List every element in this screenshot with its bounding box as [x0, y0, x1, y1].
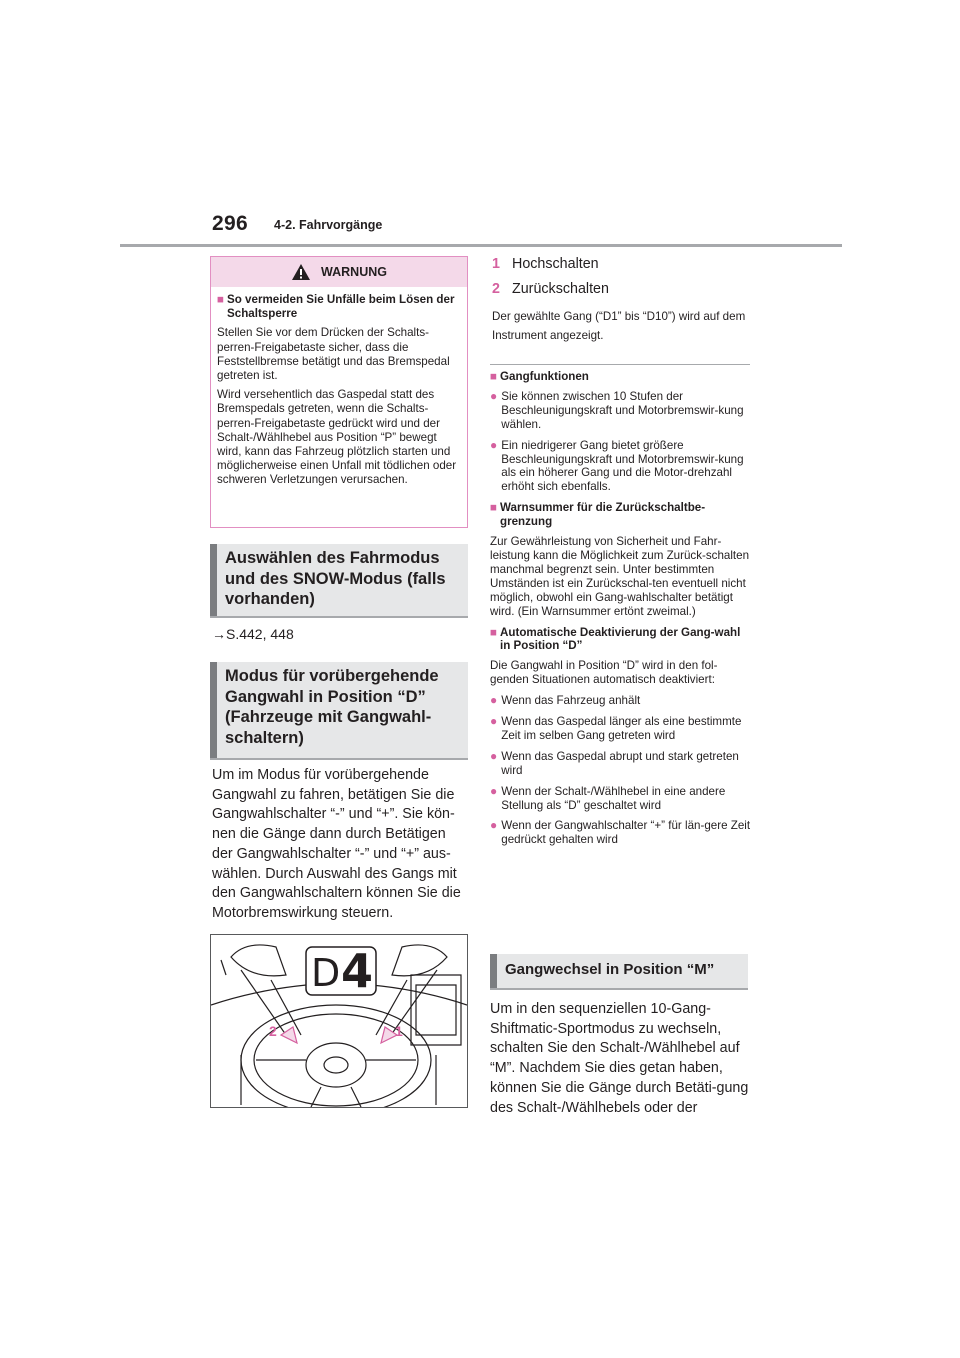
warning-paragraph: Stellen Sie vor dem Drücken der Schalts-perren-Freigabetaste sicher, dass die Feststellbremse betätigt und das Bremspedal getreten ist. [217, 326, 450, 383]
warning-title: WARNUNG [321, 265, 387, 279]
circle-bullet-icon: ● [490, 783, 498, 798]
circle-bullet-icon: ● [490, 388, 498, 403]
list-item [490, 819, 752, 847]
page-reference-link[interactable]: →S.442, 448 [212, 626, 294, 642]
list-item [490, 715, 752, 743]
warning-triangle-icon [291, 263, 311, 281]
circle-bullet-icon: ● [490, 748, 498, 763]
paragraph-position-m: Um in den sequenziellen 10-Gang-Shiftmatic-Sportmodus zu wechseln, schalten Sie den Schalt-/Wählhebel auf “M”. Nachdem Sie dies getan haben, können Sie die Gänge durch Betäti-gung des Schalt-/Wählhebels oder der [490, 1001, 749, 1116]
item-number: 1 [492, 256, 500, 272]
steering-wheel-figure [210, 934, 468, 1108]
gear-display-note: Der gewählte Gang (“D1” bis “D10”) wird auf dem Instrument angezeigt. [492, 310, 746, 342]
warning-paragraph: Wird versehentlich das Gaspedal statt des Bremspedals getreten, wenn die Schalts-perren-Freigabetaste gedrückt wird und der Schalt-/Wählhebel aus Position “P” bewegt wird, kann das Fahrzeug plötzlich starten und möglicherweise einen Unfall mit tödlichen oder schweren Verletzungen verursachen. [217, 388, 457, 487]
list-item [490, 785, 752, 813]
warning-subtitle: So vermeiden Sie Unfälle beim Lösen der Schaltsperre [227, 293, 455, 321]
warnsummer-title: Warnsummer für die Zurückschaltbe-grenzung [500, 501, 706, 529]
heading-modus-d: Modus für vorübergehende Gangwahl in Position “D” (Fahrzeuge mit Gangwahl-schaltern) [210, 662, 468, 758]
item-label: Zurückschalten [512, 281, 609, 297]
bullet-text: Wenn der Schalt-/Wählhebel in eine andere Stellung als “D” geschaltet wird [501, 784, 726, 812]
list-item [490, 439, 752, 495]
bullet-text: Wenn das Fahrzeug anhält [501, 694, 641, 708]
item-label: Hochschalten [512, 256, 599, 272]
heading-rule [210, 758, 468, 760]
list-item [492, 279, 752, 299]
bullet-text: Wenn das Gaspedal länger als eine bestimmte Zeit im selben Gang getreten wird [501, 715, 742, 742]
warning-box [210, 256, 468, 528]
square-bullet-icon: ■ [490, 501, 498, 515]
gangfunktionen-title: Gangfunktionen [500, 370, 589, 383]
auto-deaktivierung-title-row [490, 626, 752, 654]
auto-deaktivierung-text: Die Gangwahl in Position “D” wird in den fol-genden Situationen automatisch deaktiviert: [490, 659, 718, 687]
callout-1: 1 [395, 1023, 403, 1039]
bullet-text: Wenn der Gangwahlschalter “+” für län-gere Zeit gedrückt gehalten wird [501, 819, 751, 847]
warning-subtitle-row [217, 293, 459, 321]
circle-bullet-icon: ● [490, 693, 498, 708]
list-item [490, 390, 752, 432]
page-number: 296 [212, 212, 248, 235]
divider [490, 364, 750, 365]
bullet-text: Sie können zwischen 10 Stufen der Beschleunigungskraft und Motorbremswir-kung wählen. [501, 389, 744, 431]
warnsummer-title-row [490, 501, 752, 529]
bullet-text: Wenn das Gaspedal abrupt und stark getreten wird [501, 749, 739, 777]
square-bullet-icon: ■ [490, 370, 498, 383]
section-title: 4-2. Fahrvorgänge [274, 218, 383, 232]
circle-bullet-icon: ● [490, 818, 498, 833]
list-item [492, 254, 752, 274]
list-item [490, 750, 752, 778]
warning-header [211, 257, 467, 287]
warnsummer-text: Zur Gewährleistung von Sicherheit und Fahr-leistung kann die Möglichkeit zum Zurück-schalten manchmal begrenzt sein. Unter bestimmten Umständen ist ein Zurückschal-ten eventuell nicht möglich, obwohl ein Gang-wahlschalter betätigt wird. (Ein Warnsummer ertönt zweimal.) [490, 535, 750, 618]
callout-2: 2 [269, 1023, 277, 1039]
heading-fahrmodus: Auswählen des Fahrmodus und des SNOW-Modus (falls vorhanden) [210, 544, 468, 616]
auto-deaktivierung-title: Automatische Deaktivierung der Gang-wahl in Position “D” [500, 625, 741, 653]
circle-bullet-icon: ● [490, 437, 498, 452]
heading-rule [490, 988, 748, 990]
heading-position-m: Gangwechsel in Position “M” [490, 954, 748, 988]
header-rule [120, 244, 842, 247]
circle-bullet-icon: ● [490, 714, 498, 729]
list-item [490, 694, 752, 708]
gear-display-letter: D [311, 951, 341, 995]
paragraph-modus-d: Um im Modus für vorübergehende Gangwahl zu fahren, betätigen Sie die Gangwahlschalter “-” und “+”. Sie kön-nen die Gänge dann durch Betätigen der Gangwahlschalter “-” und “+” aus-wählen. Durch Auswahl des Gangs mit den Gangwahlschaltern können Sie die Motorbremswirkung steuern. [212, 767, 461, 921]
numbered-list [492, 254, 752, 345]
item-number: 2 [492, 281, 500, 297]
right-column-notes [490, 370, 752, 854]
bullet-text: Ein niedrigerer Gang bietet größere Beschleunigungskraft und Motorbremswir-kung als ein höherer Gang und die Motor-drehzahl erhöht sich ebenfalls. [501, 438, 744, 494]
square-bullet-icon: ■ [490, 625, 498, 639]
gangfunktionen-title-row [490, 370, 752, 384]
gear-display-number: 4 [341, 944, 374, 998]
square-bullet-icon: ■ [217, 293, 225, 306]
heading-rule [210, 616, 468, 618]
